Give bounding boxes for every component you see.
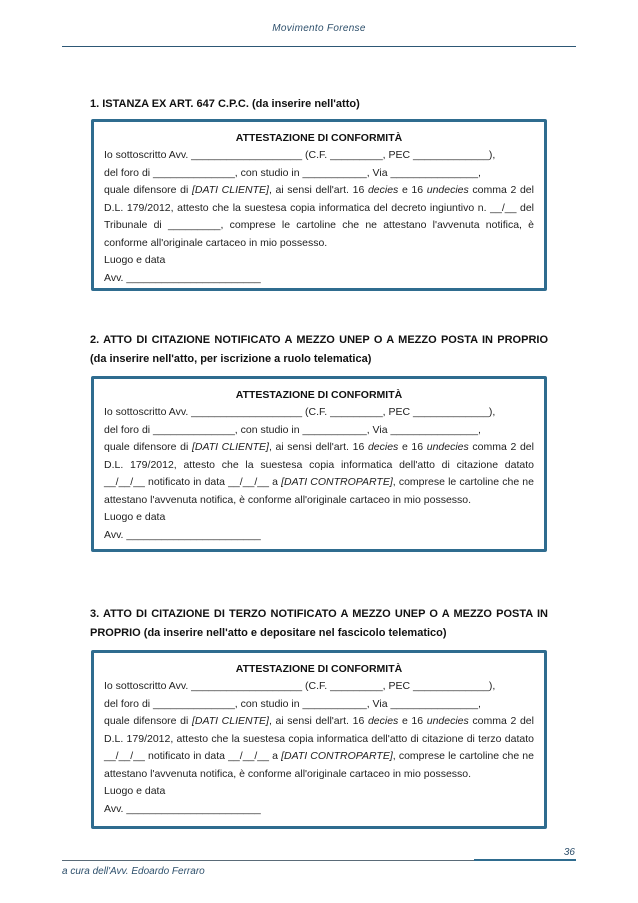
text-paragraph: quale difensore di [DATI CLIENTE], ai sensi dell'art. 16 decies e 16 undecies comma 2 del D.L. 179/2012, attesto che la suestesa copia informatica dell'atto di citazione di terzo datato __/__/__ notificato in data __/__/__ a [DATI CONTROPARTE], comprese le cartoline che ne attestano l'avvenuta notifica, è conforme all'originale cartaceo in mio possesso. [104, 715, 534, 780]
section-title-2: 2. ATTO DI CITAZIONE NOTIFICATO A MEZZO UNEP O A MEZZO POSTA IN PROPRIO (da inserire nell'atto, per iscrizione a ruolo telematica) [90, 334, 548, 365]
attestation-box-1 [91, 119, 547, 291]
section-title-1: 1. ISTANZA EX ART. 647 C.P.C. (da inserire nell'atto) [90, 98, 360, 110]
place-date-label: Luogo e data [104, 511, 166, 523]
text-line: Io sottoscritto Avv. ___________________ (C.F. _________, PEC _____________), [104, 680, 496, 692]
text-line: del foro di ______________, con studio in ___________, Via _______________, [104, 166, 481, 179]
signature-line: Avv. _______________________ [104, 271, 261, 284]
place-date-label: Luogo e data [104, 254, 166, 266]
place-date-label: Luogo e data [104, 785, 166, 797]
text-paragraph: quale difensore di [DATI CLIENTE], ai sensi dell'art. 16 decies e 16 undecies comma 2 del D.L. 179/2012, attesto che la suestesa copia informatica del decreto ingiuntivo n. __/__ del Tribunale di _________, comprese le cartoline che ne attestano l'avvenuta notifica, è conforme all'originale cartaceo in mio possesso. [104, 184, 534, 249]
text-line: Io sottoscritto Avv. ___________________ (C.F. _________, PEC _____________), [104, 149, 496, 161]
header-title: Movimento Forense [272, 23, 366, 34]
text-line: Io sottoscritto Avv. ___________________ (C.F. _________, PEC _____________), [104, 406, 496, 418]
attestation-content-3 [104, 660, 534, 818]
signature-line: Avv. _______________________ [104, 528, 261, 541]
header-rule [62, 46, 576, 47]
attestation-heading: ATTESTAZIONE DI CONFORMITÀ [235, 663, 403, 675]
attestation-text [104, 678, 534, 818]
page-number: 36 [563, 847, 575, 858]
section-title-3: 3. ATTO DI CITAZIONE DI TERZO NOTIFICATO A MEZZO UNEP O A MEZZO POSTA IN PROPRIO (da inserire nell'atto e depositare nel fascicolo telematico) [90, 608, 548, 639]
text-line: del foro di ______________, con studio in ___________, Via _______________, [104, 697, 481, 710]
attestation-heading: ATTESTAZIONE DI CONFORMITÀ [235, 389, 403, 401]
text-line: del foro di ______________, con studio in ___________, Via _______________, [104, 423, 481, 436]
attestation-box-2 [91, 376, 547, 552]
attestation-heading: ATTESTAZIONE DI CONFORMITÀ [235, 132, 403, 144]
attestation-text [104, 404, 534, 544]
footer-author: a cura dell'Avv. Edoardo Ferraro [62, 866, 205, 877]
attestation-content-2 [104, 386, 534, 544]
attestation-box-3 [91, 650, 547, 829]
attestation-content-1 [104, 129, 534, 287]
signature-line: Avv. _______________________ [104, 802, 261, 815]
text-paragraph: quale difensore di [DATI CLIENTE], ai sensi dell'art. 16 decies e 16 undecies comma 2 del D.L. 179/2012, attesto che la suestesa copia informatica dell'atto di citazione datato __/__/__ notificato in data __/__/__ a [DATI CONTROPARTE], comprese le cartoline che ne attestano l'avvenuta notifica, è conforme all'originale cartaceo in mio possesso. [104, 441, 534, 506]
attestation-text [104, 147, 534, 287]
footer-rule-accent [474, 859, 576, 861]
